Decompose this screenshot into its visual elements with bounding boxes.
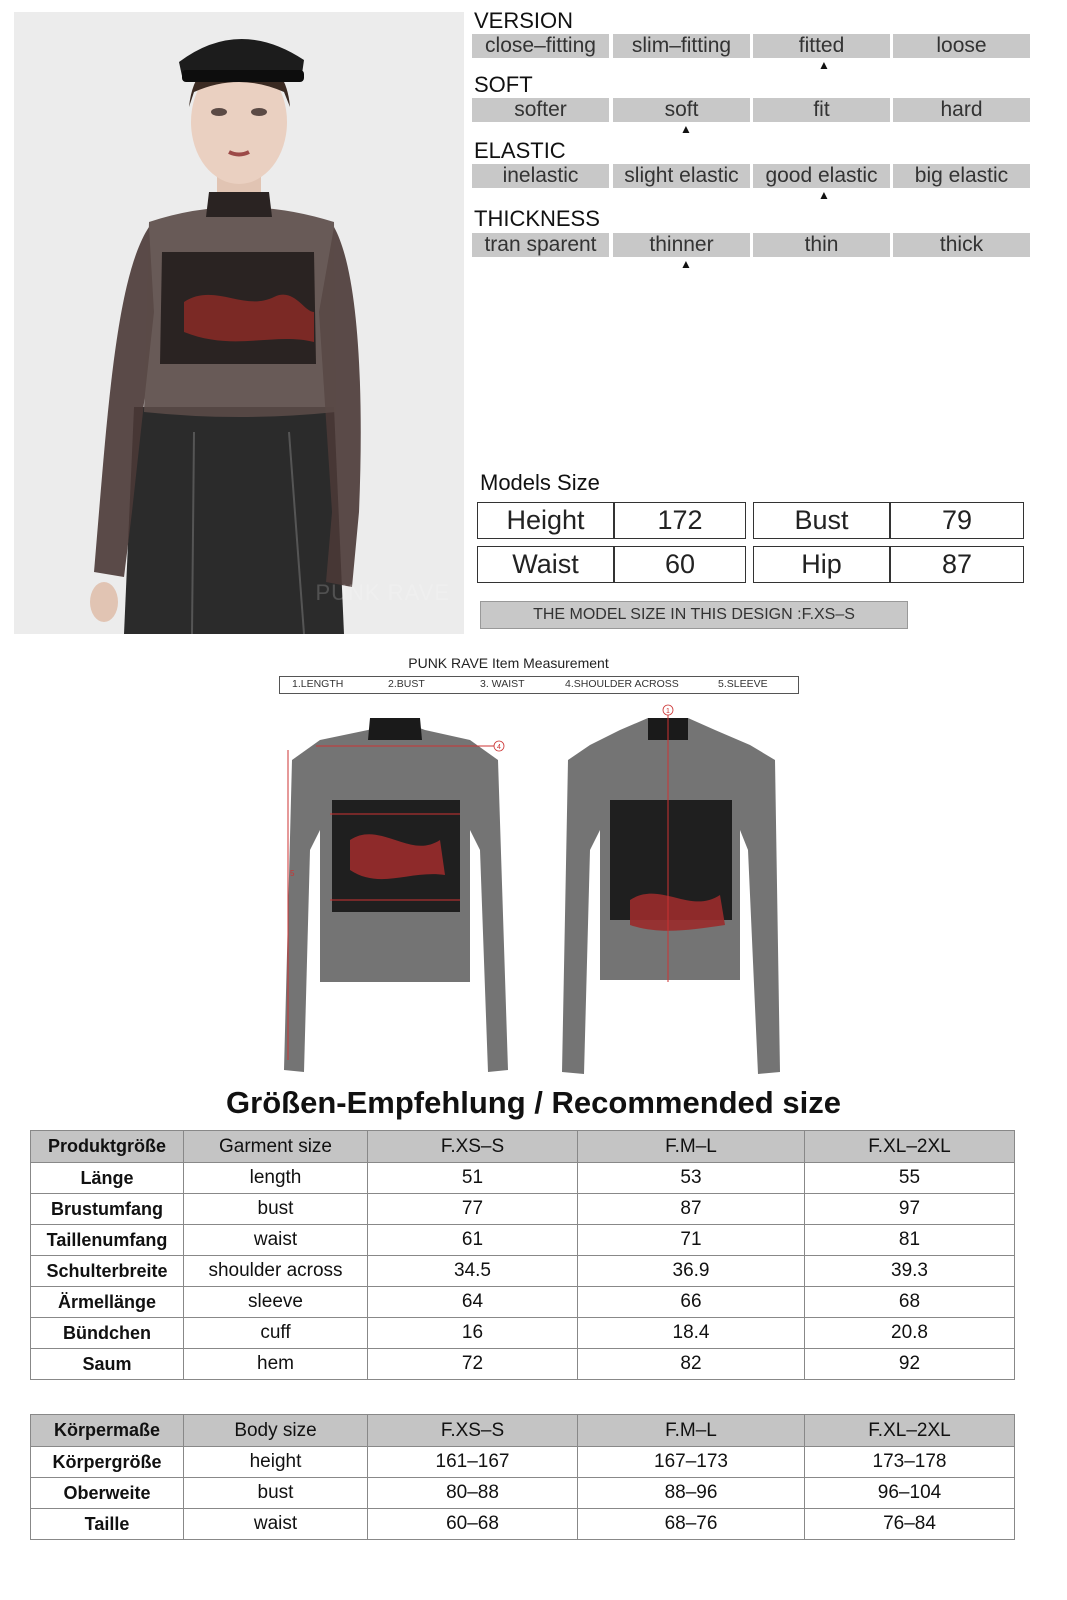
scale-option: fitted: [753, 34, 890, 58]
thickness-title: THICKNESS: [474, 206, 600, 231]
table-cell: 82: [578, 1349, 805, 1380]
scale-option: big elastic: [893, 164, 1030, 188]
legend-length: 1.LENGTH: [292, 678, 344, 690]
table-cell: Körpergröße: [31, 1447, 184, 1478]
table-cell: 20.8: [805, 1318, 1015, 1349]
table-cell: 80–88: [368, 1478, 578, 1509]
legend-waist: 3. WAIST: [480, 678, 525, 690]
legend-bust: 2.BUST: [388, 678, 425, 690]
table-cell: 72: [368, 1349, 578, 1380]
table-cell: 71: [578, 1225, 805, 1256]
table-cell: length: [184, 1163, 368, 1194]
header-cell: F.XL–2XL: [805, 1415, 1015, 1447]
table-cell: 88–96: [578, 1478, 805, 1509]
table-cell: cuff: [184, 1318, 368, 1349]
table-cell: 97: [805, 1194, 1015, 1225]
scale-option: loose: [893, 34, 1030, 58]
table-cell: waist: [184, 1225, 368, 1256]
table-cell: 55: [805, 1163, 1015, 1194]
model-waist-box: [477, 546, 746, 583]
table-header: [31, 1131, 1015, 1163]
table-header: [31, 1415, 1015, 1447]
garment-front: [284, 718, 508, 1072]
table-cell: Brustumfang: [31, 1194, 184, 1225]
scale-option: fit: [753, 98, 890, 122]
legend-sleeve: 5.SLEEVE: [718, 678, 768, 690]
table-cell: 60–68: [368, 1509, 578, 1540]
header-cell: F.M–L: [578, 1131, 805, 1163]
table-cell: 161–167: [368, 1447, 578, 1478]
table-cell: 76–84: [805, 1509, 1015, 1540]
bust-label: Bust: [794, 505, 849, 535]
soft-title: SOFT: [474, 72, 533, 97]
table-cell: Saum: [31, 1349, 184, 1380]
marker-4-label: 4: [497, 744, 501, 751]
marker-1-label: 1: [666, 708, 670, 715]
model-hip-box: [753, 546, 1024, 583]
table-cell: 167–173: [578, 1447, 805, 1478]
header-cell: F.M–L: [578, 1415, 805, 1447]
header-cell: Produktgröße: [31, 1131, 184, 1163]
scale-option: soft: [613, 98, 750, 122]
table-cell: 92: [805, 1349, 1015, 1380]
height-label: Height: [506, 505, 585, 535]
table-cell: 51: [368, 1163, 578, 1194]
table-row: [31, 1163, 1015, 1194]
scale-option: thinner: [613, 233, 750, 257]
waist-label: Waist: [512, 549, 579, 579]
thickness-scale: [472, 233, 1032, 257]
table-row: [31, 1287, 1015, 1318]
header-cell: Körpermaße: [31, 1415, 184, 1447]
header-cell: Garment size: [184, 1131, 368, 1163]
recommended-size-title: Größen-Empfehlung / Recommended size: [226, 1085, 841, 1120]
table-cell: 61: [368, 1225, 578, 1256]
thickness-marker-icon: ▲: [680, 257, 692, 271]
scale-option: inelastic: [472, 164, 609, 188]
marker-5-label: 5: [290, 869, 295, 878]
scale-option: close–fitting: [472, 34, 609, 58]
garment-diagram: [270, 700, 800, 1090]
header-cell: F.XS–S: [368, 1131, 578, 1163]
table-cell: bust: [184, 1194, 368, 1225]
soft-scale: [472, 98, 1032, 122]
bust-value: 79: [941, 505, 973, 535]
elastic-title: ELASTIC: [474, 138, 566, 163]
garment-size-table: [30, 1130, 1015, 1380]
model-bust-box: [753, 502, 1024, 539]
table-cell: 18.4: [578, 1318, 805, 1349]
table-cell: Bündchen: [31, 1318, 184, 1349]
table-cell: 87: [578, 1194, 805, 1225]
table-row: [31, 1349, 1015, 1380]
table-cell: 39.3: [805, 1256, 1015, 1287]
table-cell: 96–104: [805, 1478, 1015, 1509]
measurement-legend: [279, 676, 799, 694]
header-cell: F.XL–2XL: [805, 1131, 1015, 1163]
table-cell: 173–178: [805, 1447, 1015, 1478]
table-cell: 64: [368, 1287, 578, 1318]
table-cell: height: [184, 1447, 368, 1478]
waist-value: 60: [664, 549, 696, 579]
table-cell: Länge: [31, 1163, 184, 1194]
table-cell: 53: [578, 1163, 805, 1194]
table-cell: 36.9: [578, 1256, 805, 1287]
version-marker-icon: ▲: [818, 58, 830, 72]
table-cell: shoulder across: [184, 1256, 368, 1287]
scale-option: softer: [472, 98, 609, 122]
table-row: [31, 1225, 1015, 1256]
scale-option: thin: [753, 233, 890, 257]
hip-label: Hip: [801, 549, 842, 579]
models-size-title: Models Size: [480, 470, 600, 495]
measurement-title-text: PUNK RAVE Item Measurement: [408, 655, 609, 671]
header-cell: Body size: [184, 1415, 368, 1447]
table-row: [31, 1256, 1015, 1287]
model-size-note: THE MODEL SIZE IN THIS DESIGN :F.XS–S: [480, 601, 908, 629]
table-cell: Schulterbreite: [31, 1256, 184, 1287]
scale-option: good elastic: [753, 164, 890, 188]
table-cell: bust: [184, 1478, 368, 1509]
garment-back: [562, 705, 780, 1074]
table-cell: 34.5: [368, 1256, 578, 1287]
scale-option: thick: [893, 233, 1030, 257]
table-cell: Oberweite: [31, 1478, 184, 1509]
soft-marker-icon: ▲: [680, 122, 692, 136]
header-cell: F.XS–S: [368, 1415, 578, 1447]
scale-option: slight elastic: [613, 164, 750, 188]
table-cell: 16: [368, 1318, 578, 1349]
elastic-scale: [472, 164, 1032, 188]
table-cell: 68: [805, 1287, 1015, 1318]
model-height-box: [477, 502, 746, 539]
body-size-table: [30, 1414, 1015, 1540]
table-row: [31, 1194, 1015, 1225]
model-photo: [14, 12, 464, 634]
table-cell: Ärmellänge: [31, 1287, 184, 1318]
scale-option: hard: [893, 98, 1030, 122]
table-cell: 66: [578, 1287, 805, 1318]
version-title: VERSION: [474, 8, 574, 33]
photo-watermark: PUNK RAVE: [315, 580, 450, 605]
table-cell: Taillenumfang: [31, 1225, 184, 1256]
height-value: 172: [657, 505, 703, 535]
table-row: [31, 1478, 1015, 1509]
scale-option: tran sparent: [472, 233, 609, 257]
legend-shoulder: 4.SHOULDER ACROSS: [565, 678, 679, 690]
table-cell: 77: [368, 1194, 578, 1225]
measurement-title: [0, 655, 1067, 671]
table-cell: sleeve: [184, 1287, 368, 1318]
table-row: [31, 1447, 1015, 1478]
table-cell: 68–76: [578, 1509, 805, 1540]
table-cell: 81: [805, 1225, 1015, 1256]
scale-option: slim–fitting: [613, 34, 750, 58]
version-scale: [472, 34, 1032, 58]
table-row: [31, 1509, 1015, 1540]
hip-value: 87: [941, 549, 973, 579]
table-cell: hem: [184, 1349, 368, 1380]
table-row: [31, 1318, 1015, 1349]
elastic-marker-icon: ▲: [818, 188, 830, 202]
table-cell: Taille: [31, 1509, 184, 1540]
table-cell: waist: [184, 1509, 368, 1540]
